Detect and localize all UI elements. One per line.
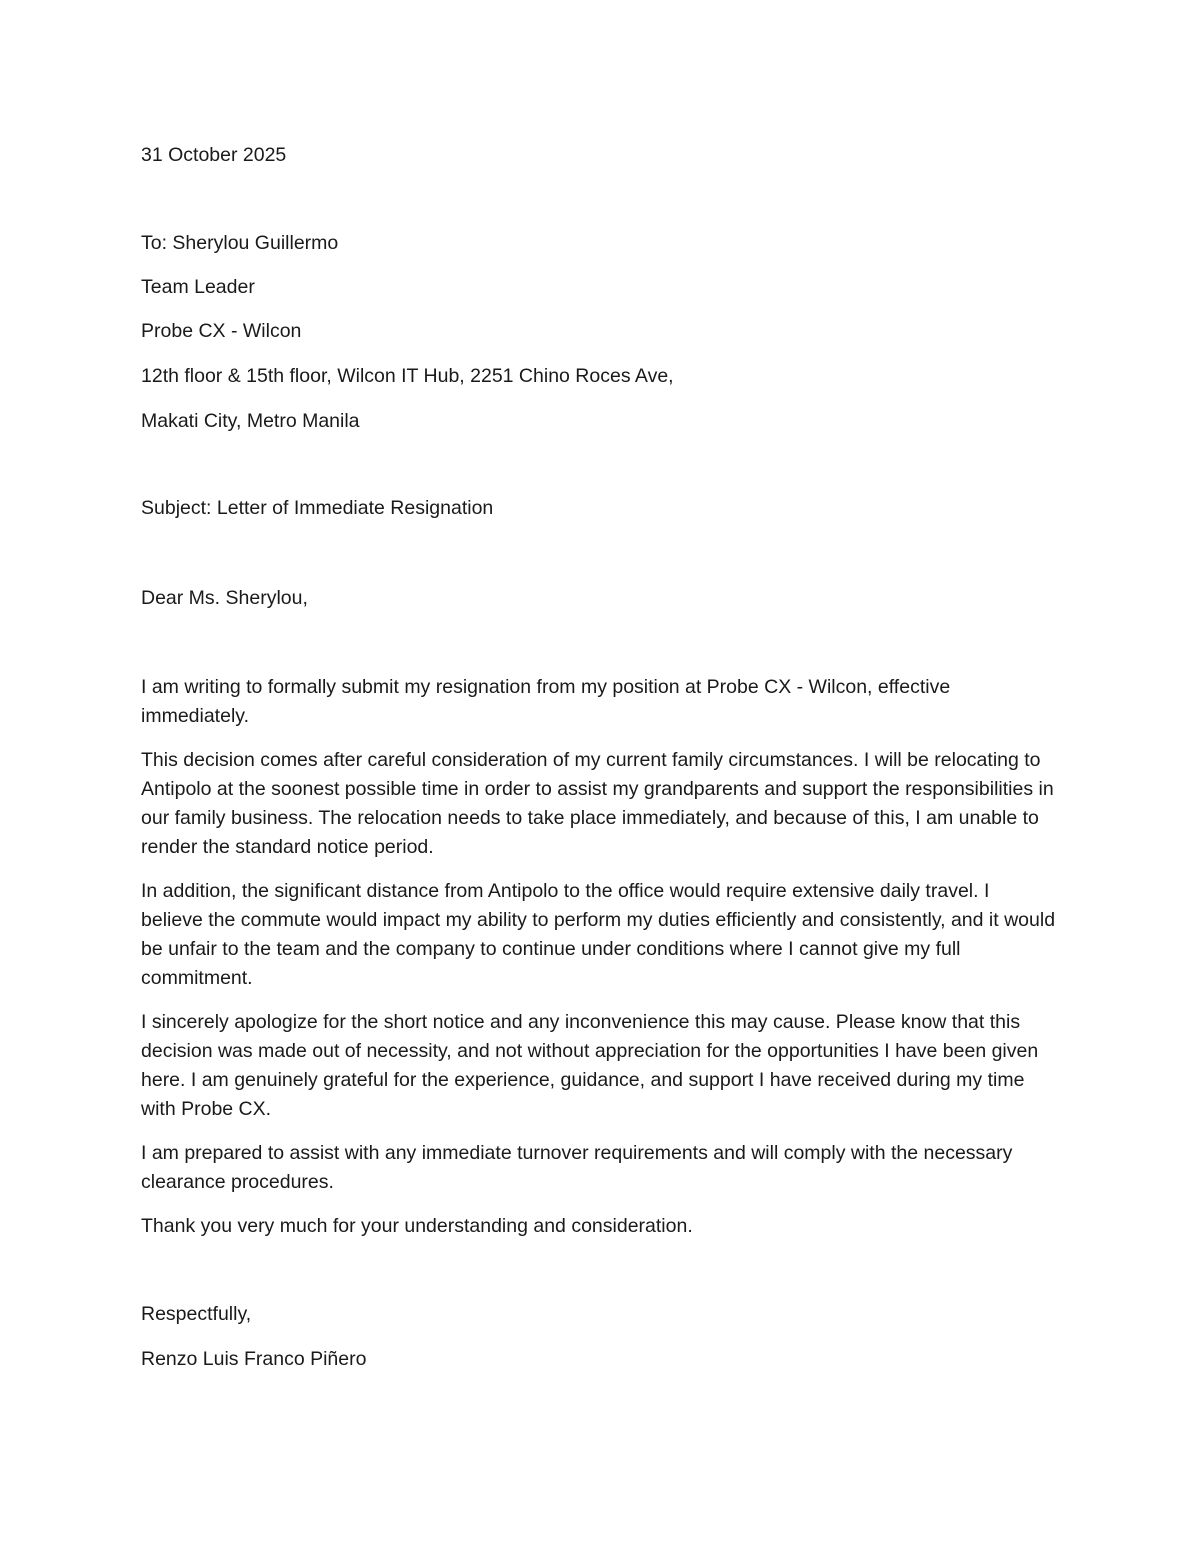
paragraph-family-circumstances: This decision comes after careful consideration of my current family circumstances. I will be relocating to Antipolo at the soonest possible time in order to assist my grandparents and support the responsibilities in our family business. The relocation needs to take place immediately, and because of this, I am unable to render the standard notice period.	[141, 749, 1054, 858]
paragraph-resignation: I am writing to formally submit my resignation from my position at Probe CX - Wilcon, effective immediately.	[141, 676, 951, 727]
paragraph-commute: In addition, the significant distance from Antipolo to the office would require extensive daily travel. I believe the commute would impact my ability to perform my duties efficiently and consistently, and it would be unfair to the team and the company to continue under conditions where I cannot give my full commitment.	[141, 880, 1056, 989]
recipient-to: To: Sherylou Guillermo	[141, 232, 339, 254]
letter-date: 31 October 2025	[141, 144, 287, 166]
paragraph-thanks: Thank you very much for your understanding and consideration.	[141, 1215, 693, 1237]
letter-closing: Respectfully,	[141, 1303, 252, 1325]
letter-subject: Subject: Letter of Immediate Resignation	[141, 497, 494, 519]
letter-salutation: Dear Ms. Sherylou,	[141, 587, 308, 609]
recipient-address-line2: Makati City, Metro Manila	[141, 410, 360, 432]
paragraph-turnover: I am prepared to assist with any immediate turnover requirements and will comply with the necessary clearance procedures.	[141, 1142, 1013, 1193]
signature-name: Renzo Luis Franco Piñero	[141, 1348, 367, 1370]
paragraph-apology: I sincerely apologize for the short notice and any inconvenience this may cause. Please know that this decision was made out of necessity, and not without appreciation for the opportunities I have been given here. I am genuinely grateful for the experience, guidance, and support I have received during my time with Probe CX.	[141, 1011, 1039, 1120]
recipient-title: Team Leader	[141, 276, 255, 298]
recipient-address-line1: 12th floor & 15th floor, Wilcon IT Hub, 2251 Chino Roces Ave,	[141, 365, 674, 387]
recipient-company: Probe CX - Wilcon	[141, 320, 302, 342]
